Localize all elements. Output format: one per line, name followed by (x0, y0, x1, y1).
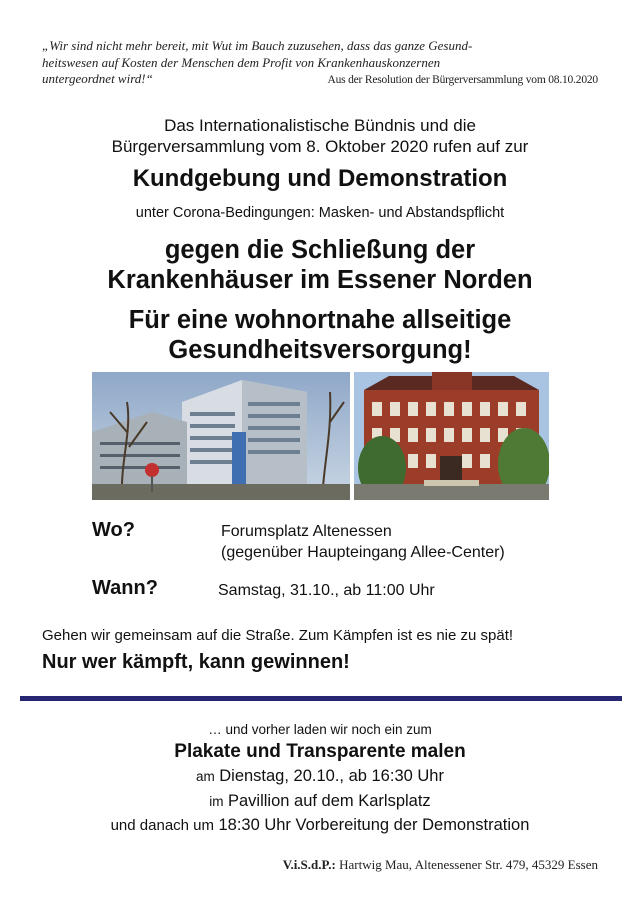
where-label: Wo? (92, 519, 135, 541)
after-value: 18:30 Uhr Vorbereitung der Demonstration (218, 816, 530, 834)
pre-event-title: Plakate und Transparente malen (174, 741, 466, 762)
headline: Kundgebung und Demonstration (132, 165, 508, 192)
after-prefix: und danach um (110, 817, 215, 834)
intro-line: Bürgerversammlung vom 8. Oktober 2020 rufen auf zur (111, 137, 529, 156)
demand-healthcare (0, 305, 640, 365)
where-line: Forumsplatz Altenessen (221, 523, 392, 540)
quote-line: „Wir sind nicht mehr bereit, mit Wut im Bauch zuzusehen, dass das ganze Gesund- (42, 38, 473, 53)
demand-line: Gesundheitsversorgung! (168, 336, 472, 364)
place-value: Pavillion auf dem Karlsplatz (228, 792, 431, 810)
divider (20, 696, 622, 701)
pre-event-after (0, 816, 640, 835)
demand-closure (0, 235, 640, 295)
conditions-text: unter Corona-Bedingungen: Masken- und Abstandspflicht (135, 205, 505, 221)
imprint-text: Hartwig Mau, Altenessener Str. 479, 45329 Essen (339, 857, 598, 872)
pre-event-place (0, 792, 640, 811)
date-prefix: am (196, 769, 215, 784)
demand-line: gegen die Schließung der (164, 236, 476, 264)
where-value (221, 521, 505, 563)
quote-source: Aus der Resolution der Bürgerversammlung vom 08.10.2020 (327, 74, 598, 86)
quote-line: untergeordnet wird!“ (42, 71, 153, 86)
demand-line: Für eine wohnortnahe allseitige (128, 306, 512, 334)
place-prefix: im (209, 794, 224, 809)
intro-line: Das Internationalistische Bündnis und die (164, 116, 476, 135)
when-value: Samstag, 31.10., ab 11:00 Uhr (218, 582, 435, 599)
slogan: Nur wer kämpft, kann gewinnen! (42, 651, 350, 673)
when-label: Wann? (92, 577, 158, 599)
date-value: Dienstag, 20.10., ab 16:30 Uhr (219, 767, 444, 785)
pre-event-date (0, 767, 640, 786)
photo-historic-hospital (354, 372, 549, 500)
intro-text (0, 115, 640, 157)
imprint-label: V.i.S.d.P.: (282, 857, 336, 872)
where-line: (gegenüber Haupteingang Allee-Center) (221, 544, 505, 561)
call-to-action: Gehen wir gemeinsam auf die Straße. Zum Kämpfen ist es nie zu spät! (42, 627, 514, 644)
photo-modern-hospital (92, 372, 350, 500)
hospital-photos (92, 372, 549, 500)
pre-event-invite: … und vorher laden wir noch ein zum (208, 722, 432, 737)
quote-line: heitswesen auf Kosten der Menschen dem Profit von Krankenhauskonzernen (42, 54, 441, 70)
demand-line: Krankenhäuser im Essener Norden (107, 266, 533, 294)
resolution-quote (42, 38, 598, 89)
imprint (283, 857, 598, 873)
